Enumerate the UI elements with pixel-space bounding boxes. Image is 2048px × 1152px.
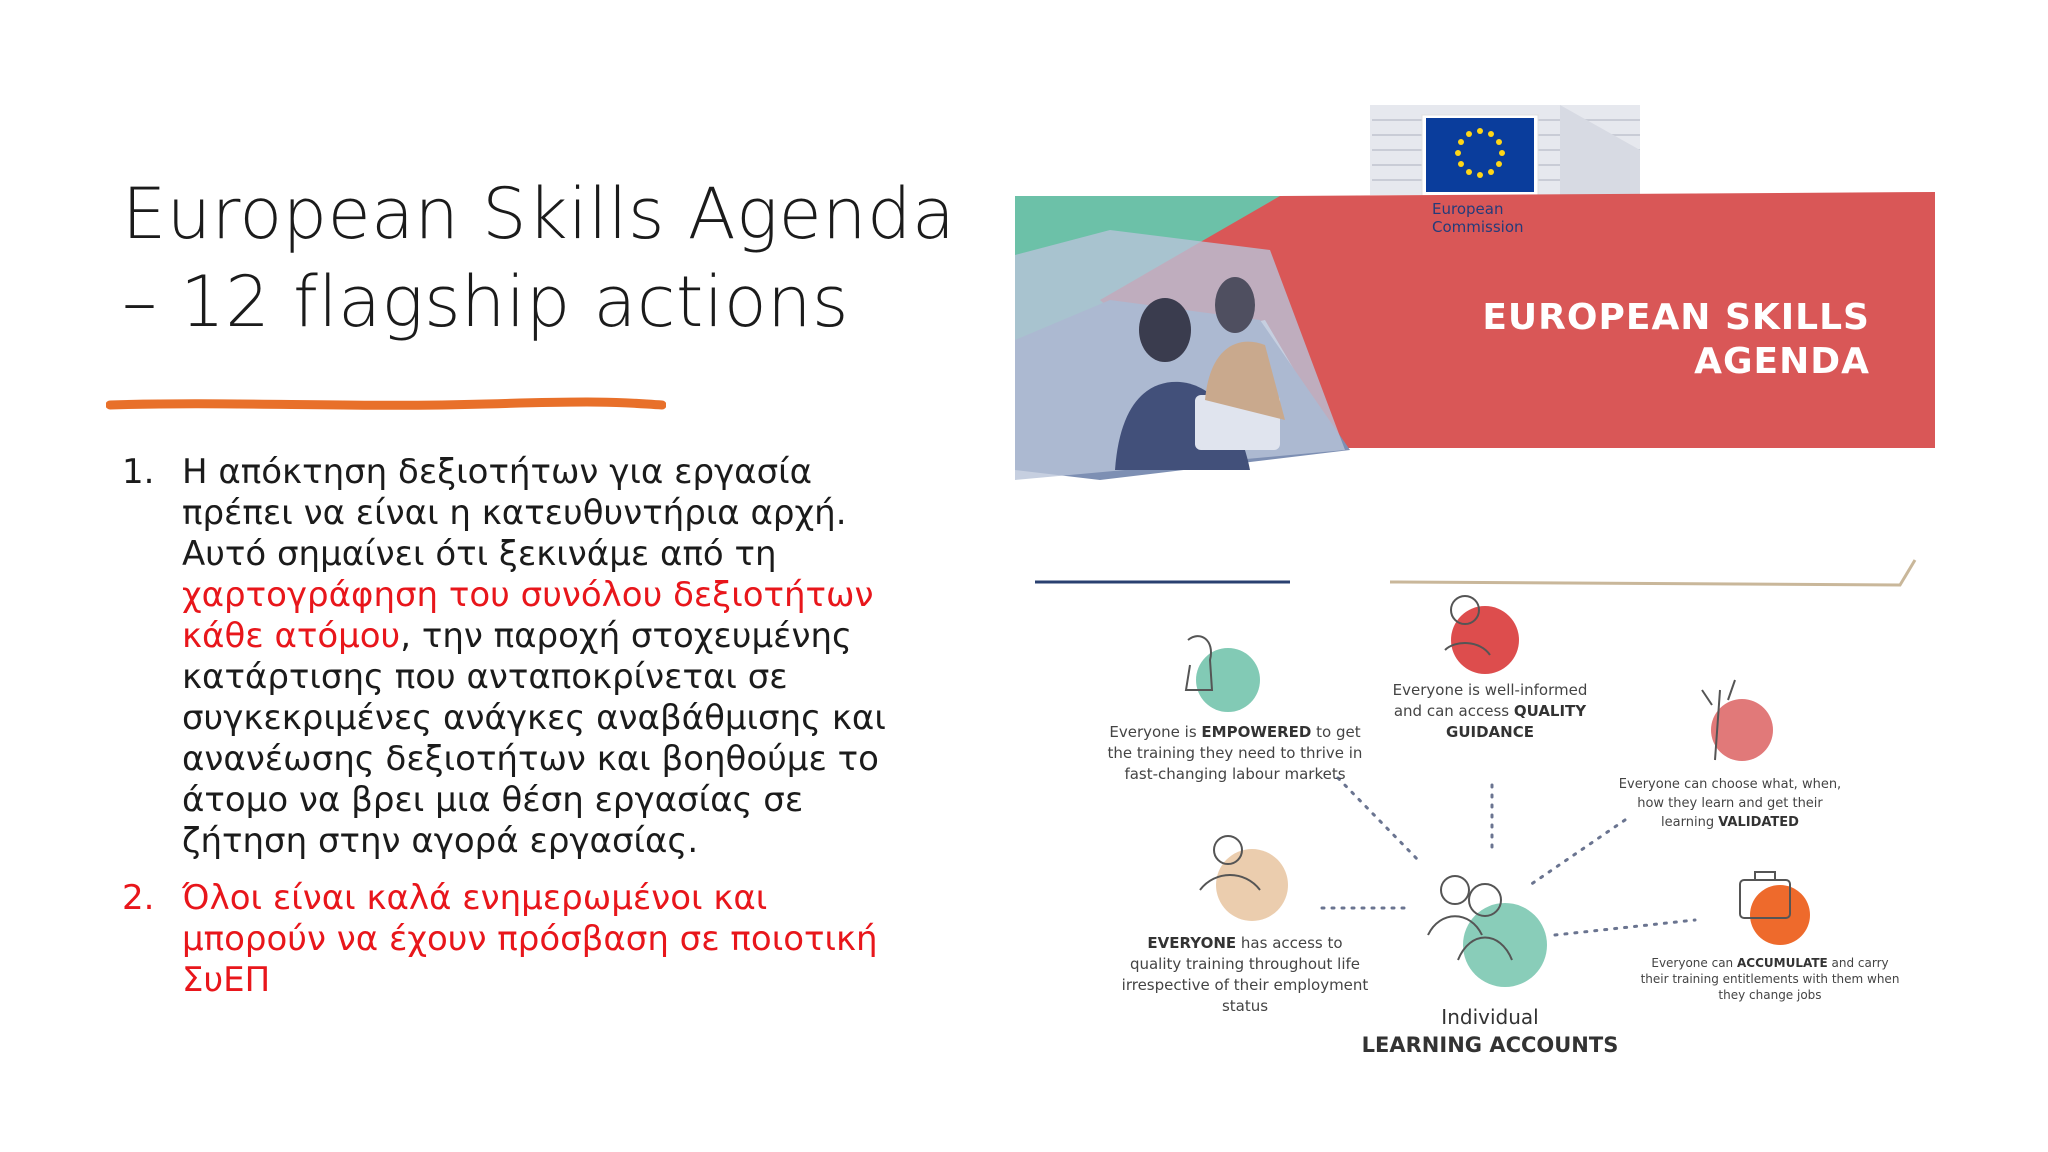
accumulate-circle (1750, 885, 1810, 945)
slide-title-line-2: – 12 flagship actions (122, 261, 849, 343)
validated-text: Everyone can choose what, when, how they learn and get their learning VALIDATED (1618, 777, 1842, 830)
title-underline (106, 396, 666, 414)
list-item-text: Η απόκτηση δεξιοτήτων για εργασία πρέπει να είναι η κατευθυντήρια αρχή. Αυτό σημαίνει ότι ξεκινάμε από τη (182, 452, 847, 574)
european-commission-label (1432, 200, 1524, 236)
learning-accounts-line-2: LEARNING ACCOUNTS (1361, 1033, 1619, 1057)
list-item-1 (122, 452, 922, 862)
list-item-text: Όλοι είναι καλά ενημερωμένοι και μπορούν να έχουν πρόσβαση σε ποιοτική ΣυΕΠ (182, 878, 878, 1000)
list-item-text-after: , την παροχή στοχευμένης κατάρτισης που ανταποκρίνεται σε συγκεκριμένες ανάγκες αναβάθμισης και ανανέωσης δεξιοτήτων και βοηθούμε το άτομο να βρει μια θέση εργασίας σε ζήτηση στην αγορά εργασίας. (182, 616, 886, 861)
everyone-circle (1216, 849, 1288, 921)
accumulate-text: Everyone can ACCUMULATE and carry their training entitlements with them when they change jobs (1640, 956, 1900, 1002)
list-item-number: 2. (122, 878, 155, 918)
banner-title (1400, 296, 1870, 384)
everyone-access-text: EVERYONE has access to quality training throughout life irrespective of their employment status (1121, 934, 1369, 1015)
learning-accounts-line-1: Individual (1441, 1005, 1539, 1029)
quality-guidance-text: Everyone is well-informed and can access QUALITY GUIDANCE (1392, 681, 1588, 741)
guidance-circle (1451, 606, 1519, 674)
empowered-text: Everyone is EMPOWERED to get the training they need to thrive in fast-changing labour markets (1107, 723, 1363, 783)
accounts-circle (1463, 903, 1547, 987)
banner-title-line-2: AGENDA (1694, 341, 1870, 382)
validated-circle (1711, 699, 1773, 761)
list-item-2 (122, 878, 922, 1001)
slide-title-line-1: European Skills Agenda (122, 173, 956, 255)
learning-accounts-label (1360, 1003, 1620, 1059)
list-item-number: 1. (122, 452, 155, 492)
ec-label-line-1: European (1432, 200, 1504, 218)
body-list (122, 452, 922, 1017)
banner-title-line-1: EUROPEAN SKILLS (1482, 297, 1870, 338)
empowered-circle (1196, 648, 1260, 712)
list-item-highlight: χαρτογράφηση του συνόλου δεξιοτήτων κάθε ατόμου (182, 575, 874, 656)
ec-label-line-2: Commission (1432, 218, 1524, 236)
slide-title (122, 170, 1022, 346)
